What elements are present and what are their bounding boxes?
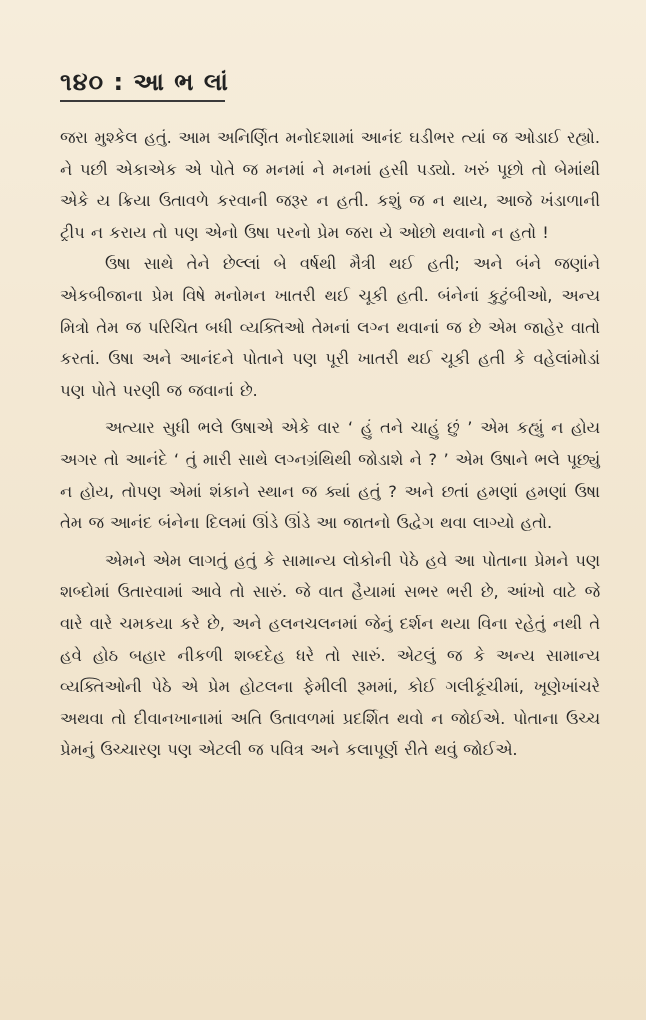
paragraph-4: એમને એમ લાગતું હતું કે સામાન્ય લોકોની પેઠે હવે આ પોતાના પ્રેમને પણ શબ્દોમાં ઉતારવામાં આવે તો સારું. જે વાત હૈયામાં સભર ભરી છે, આંખો વાટે જે વારે વારે ચમકયા કરે છે, અને હલનચલનમાં જેનું દર્શન થયા વિના રહેતું નથી તે હવે હોઠ બહાર નીકળી શબ્દદેહ ધરે તો સારું. એટલું જ કે અન્ય સામાન્ય વ્યક્તિઓની પેઠે એ પ્રેમ હોટલના ફેમીલી રૂમમાં, કોઈ ગલીકૂંચીમાં, ખૂણેખાંચરે અથવા તો દીવાનખાનામાં અતિ ઉતાવળમાં પ્રદર્શિત થવો ન જોઈએ. પોતાના ઉચ્ચ પ્રેમનું ઉચ્ચારણ પણ એટલી જ પવિત્ર અને કલાપૂર્ણ રીતે થવું જોઈએ. — [60, 550, 600, 760]
paragraph-2: ઉષા સાથે તેને છેલ્લાં બે વર્ષથી મૈત્રી થઈ હતી; અને બંને જણાંને એકબીજાના પ્રેમ વિષે મનોમન ખાતરી થઈ ચૂકી હતી. બંનેનાં કુટુંબીઓ, અન્ય મિત્રો તેમ જ પરિચિત બધી વ્યક્તિઓ તેમનાં લગ્ન થવાનાં જ છે એમ જાહેર વાતો કરતાં. ઉષા અને આનંદને પોતાને પણ પૂરી ખાતરી થઈ ચૂકી હતી કે વહેલાંમોડાં પણ પોતે પરણી જ જવાનાં છે. — [60, 254, 600, 400]
header-underline — [60, 100, 225, 102]
page-header: ૧૪૦ : આ ભ લાં — [60, 68, 229, 96]
paragraph-3: અત્યાર સુધી ભલે ઉષાએ એકે વાર ‘ હું તને ચાહું છું ’ એમ કહ્યું ન હોય અગર તો આનંદે ‘ તું મારી સાથે લગ્નગ્રંથિથી જોડાશે ને ? ’ એમ ઉષાને ભલે પૂછ્યું ન હોય, તોપણ એમાં શંકાને સ્થાન જ ક્યાં હતું ? અને છતાં હમણાં હમણાં ઉષા તેમ જ આનંદ બંનેના દિલમાં ઊંડે ઊંડે આ જાતનો ઉદ્વેગ થવા લાગ્યો હતો. — [60, 418, 600, 533]
paragraph-1: જરા મુશ્કેલ હતું. આમ અનિર્ણિત મનોદશામાં આનંદ ઘડીભર ત્યાં જ ઓડાઈ રહ્યો. ને પછી એકાએક એ પોતે જ મનમાં ને મનમાં હસી પડ્યો. ખરું પૂછો તો બેમાંથી એકે ય ક્રિયા ઉતાવળે કરવાની જરૂર ન હતી. કશું જ ન થાય, આજે ખંડાળાની ટ્રીપ ન કરાય તો પણ એનો ઉષા પરનો પ્રેમ જરા યે ઓછો થવાનો ન હતો ! — [60, 128, 600, 242]
page-body — [60, 122, 600, 766]
